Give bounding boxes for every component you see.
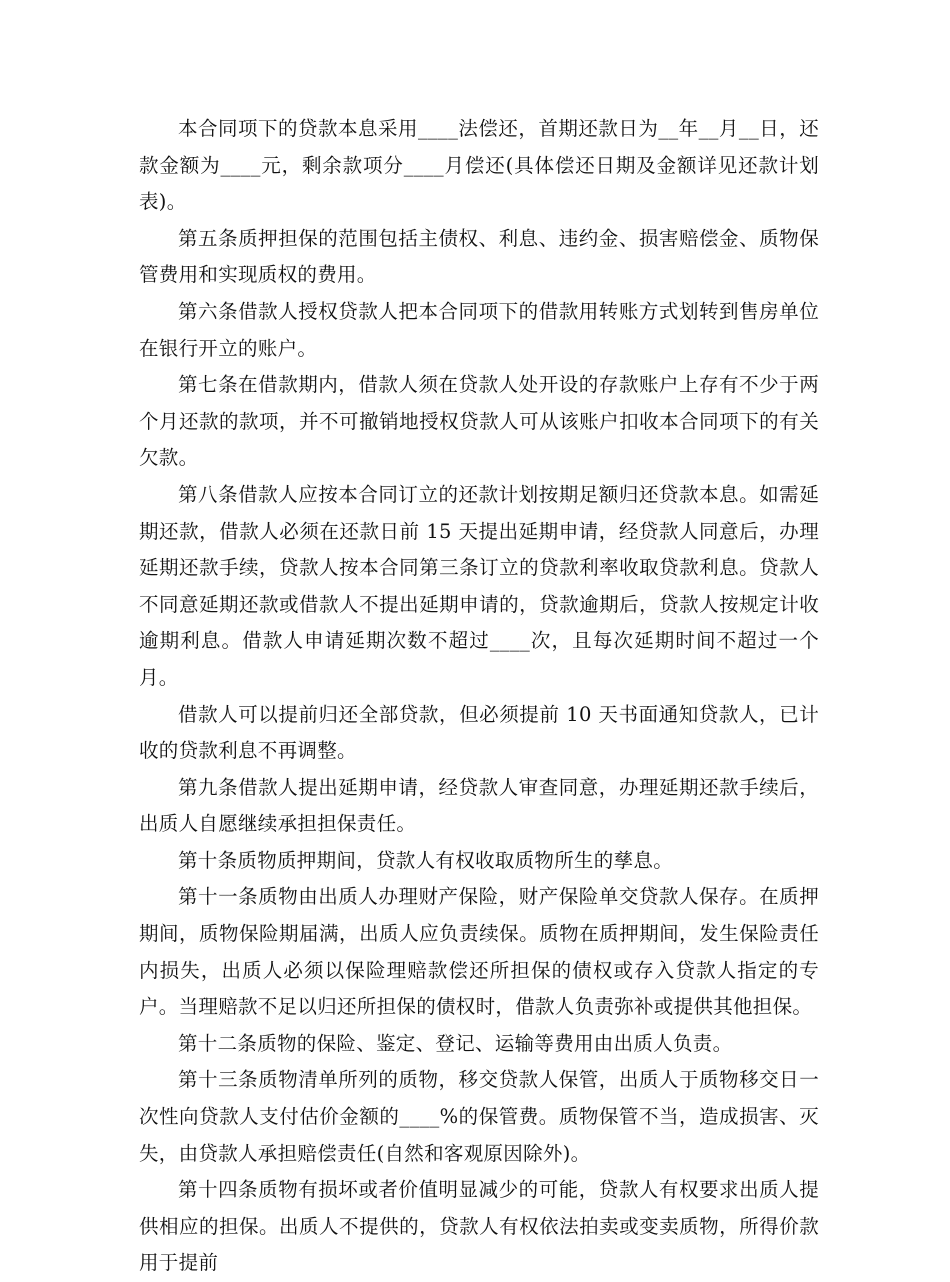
- paragraph-early-repayment: 借款人可以提前归还全部贷款，但必须提前 10 天书面通知贷款人，已计收的贷款利息不再调整。: [139, 702, 819, 763]
- paragraph-repayment-method: 本合同项下的贷款本息采用____法偿还，首期还款日为__年__月__日，还款金额为____元，剩余款项分____月偿还(具体偿还日期及金额详见还款计划表)。: [139, 117, 819, 214]
- paragraph-article-9: 第九条借款人提出延期申请，经贷款人审查同意，办理延期还款手续后，出质人自愿继续承担担保责任。: [139, 775, 819, 836]
- paragraph-article-7: 第七条在借款期内，借款人须在贷款人处开设的存款账户上存有不少于两个月还款的款项，并不可撤销地授权贷款人可从该账户扣收本合同项下的有关欠款。: [139, 373, 819, 470]
- paragraph-article-13: 第十三条质物清单所列的质物，移交贷款人保管，出质人于质物移交日一次性向贷款人支付估价金额的____%的保管费。质物保管不当，造成损害、灭失，由贷款人承担赔偿责任(自然和客观原因除外)。: [139, 1068, 819, 1165]
- contract-body: [139, 111, 819, 1282]
- paragraph-article-11: 第十一条质物由出质人办理财产保险，财产保险单交贷款人保存。在质押期间，质物保险期届满，出质人应负责续保。质物在质押期间，发生保险责任内损失，出质人必须以保险理赔款偿还所担保的债权或存入贷款人指定的专户。当理赔款不足以归还所担保的债权时，借款人负责弥补或提供其他担保。: [139, 885, 819, 1019]
- paragraph-article-10: 第十条质物质押期间，贷款人有权收取质物所生的孳息。: [178, 848, 674, 872]
- paragraph-article-14: 第十四条质物有损坏或者价值明显减少的可能，贷款人有权要求出质人提供相应的担保。出质人不提供的，贷款人有权依法拍卖或变卖质物，所得价款用于提前: [139, 1178, 819, 1275]
- paragraph-article-5: 第五条质押担保的范围包括主债权、利息、违约金、损害赔偿金、质物保管费用和实现质权的费用。: [139, 226, 819, 287]
- paragraph-article-8: 第八条借款人应按本合同订立的还款计划按期足额归还贷款本息。如需延期还款，借款人必须在还款日前 15 天提出延期申请，经贷款人同意后，办理延期还款手续，贷款人按本合同第三条订立的贷款利率收取贷款利息。贷款人不同意延期还款或借款人不提出延期申请的，贷款逾期后，贷款人按规定计收逾期利息。借款人申请延期次数不超过____次，且每次延期时间不超过一个月。: [139, 482, 819, 689]
- paragraph-article-6: 第六条借款人授权贷款人把本合同项下的借款用转账方式划转到售房单位在银行开立的账户。: [139, 299, 819, 360]
- paragraph-article-12: 第十二条质物的保险、鉴定、登记、运输等费用由出质人负责。: [178, 1031, 733, 1055]
